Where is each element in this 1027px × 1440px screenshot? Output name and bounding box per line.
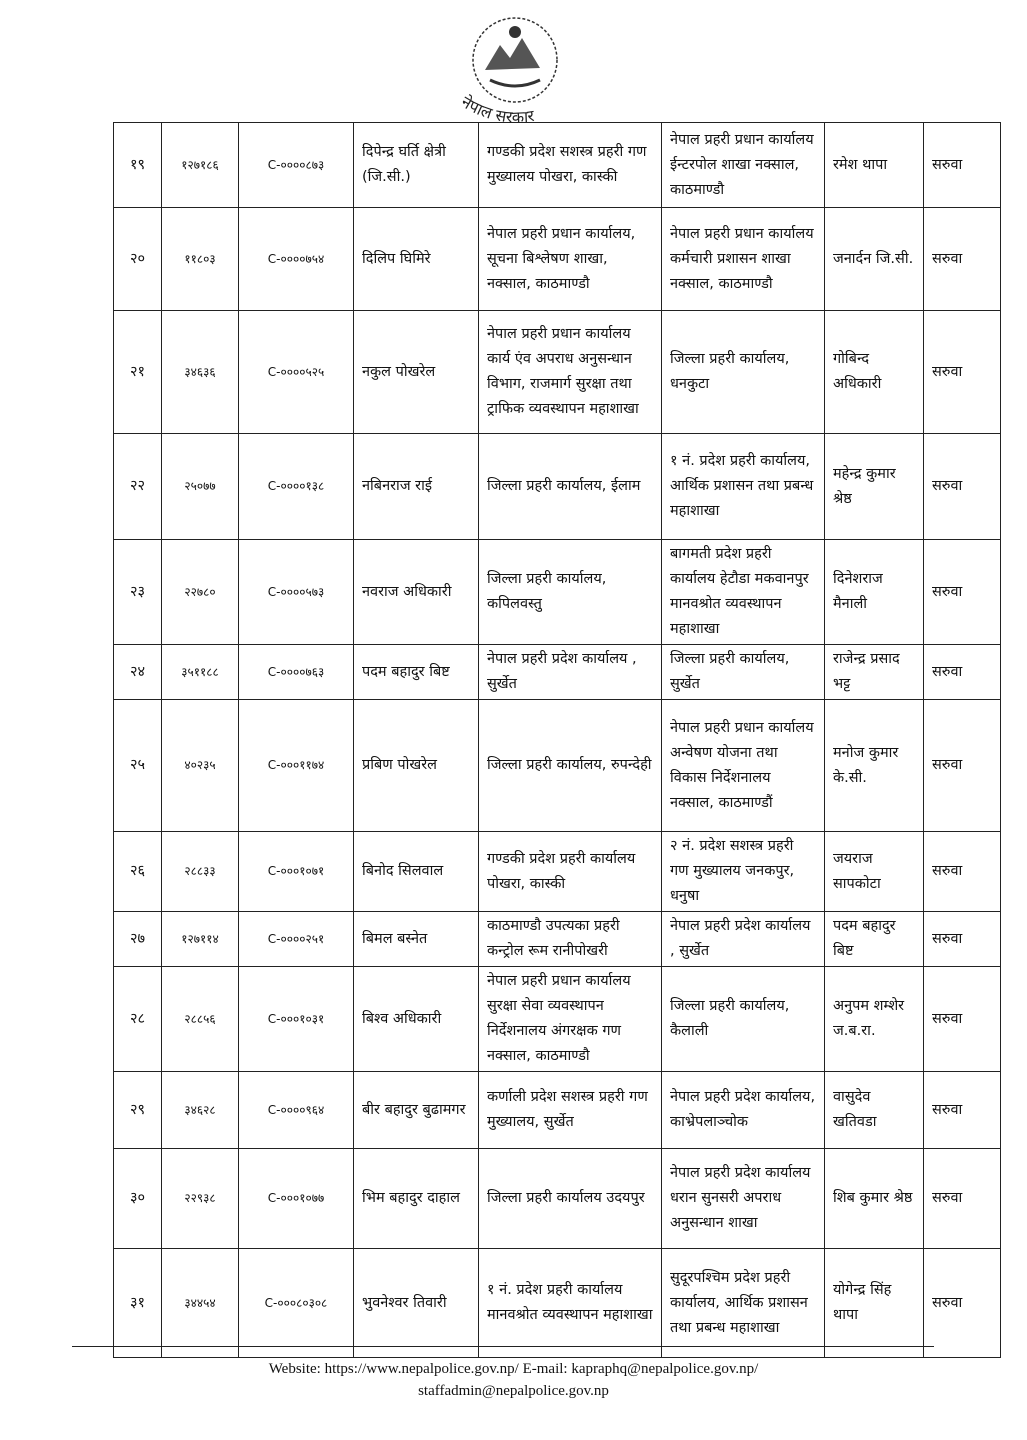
code-number: C-००००५२५ xyxy=(239,311,354,434)
employee-id: २२९३८ xyxy=(162,1149,239,1249)
footer-contact-line: Website: https://www.nepalpolice.gov.np/ E-mail: kapraphq@nepalpolice.gov.np/ xyxy=(268,1361,759,1377)
transfer-office: नेपाल प्रहरी प्रधान कार्यालय कर्मचारी प्रशासन शाखा नक्साल, काठमाण्डौ xyxy=(662,208,825,311)
officer-name: राजेन्द्र प्रसाद भट्ट xyxy=(825,645,924,700)
table-row xyxy=(114,123,1001,208)
current-office: काठमाण्डौ उपत्यका प्रहरी कन्ट्रोल रूम रानीपोखरी xyxy=(479,912,662,967)
employee-id: २८८५६ xyxy=(162,967,239,1072)
transfer-office: जिल्ला प्रहरी कार्यालय, सुर्खेत xyxy=(662,645,825,700)
table-row xyxy=(114,1149,1001,1249)
serial-number: २२ xyxy=(114,434,162,540)
serial-number: ३० xyxy=(114,1149,162,1249)
table-row xyxy=(114,832,1001,912)
transfer-type: सरुवा xyxy=(924,1149,1001,1249)
employee-id: १२७१८६ xyxy=(162,123,239,208)
code-number: C-००००५७३ xyxy=(239,540,354,645)
employee-id: २२७८० xyxy=(162,540,239,645)
serial-number: २९ xyxy=(114,1072,162,1149)
employee-name: नकुल पोखरेल xyxy=(354,311,479,434)
serial-number: २८ xyxy=(114,967,162,1072)
transfer-office: नेपाल प्रहरी प्रदेश कार्यालय, काभ्रेपलाञ्चोक xyxy=(662,1072,825,1149)
current-office: गण्डकी प्रदेश सशस्त्र प्रहरी गण मुख्यालय पोखरा, कास्की xyxy=(479,123,662,208)
employee-name: बीर बहादुर बुढामगर xyxy=(354,1072,479,1149)
serial-number: २० xyxy=(114,208,162,311)
transfer-type: सरुवा xyxy=(924,967,1001,1072)
transfer-office: सुदूरपश्चिम प्रदेश प्रहरी कार्यालय, आर्थिक प्रशासन तथा प्रबन्ध महाशाखा xyxy=(662,1249,825,1358)
transfer-type: सरुवा xyxy=(924,700,1001,832)
employee-name: पदम बहादुर बिष्ट xyxy=(354,645,479,700)
employee-name: बिनोद सिलवाल xyxy=(354,832,479,912)
table-row xyxy=(114,645,1001,700)
officer-name: दिनेशराज मैनाली xyxy=(825,540,924,645)
table-row xyxy=(114,540,1001,645)
current-office: नेपाल प्रहरी प्रधान कार्यालय, सूचना बिश्लेषण शाखा, नक्साल, काठमाण्डौ xyxy=(479,208,662,311)
current-office: १ नं. प्रदेश प्रहरी कार्यालय मानवश्रोत व्यवस्थापन महाशाखा xyxy=(479,1249,662,1358)
serial-number: २५ xyxy=(114,700,162,832)
officer-name: मनोज कुमार के.सी. xyxy=(825,700,924,832)
transfer-office: जिल्ला प्रहरी कार्यालय, धनकुटा xyxy=(662,311,825,434)
footer xyxy=(0,1358,1027,1402)
transfer-type: सरुवा xyxy=(924,832,1001,912)
code-number: C-००००९६४ xyxy=(239,1072,354,1149)
transfer-office: २ नं. प्रदेश सशस्त्र प्रहरी गण मुख्यालय जनकपुर, धनुषा xyxy=(662,832,825,912)
current-office: जिल्ला प्रहरी कार्यालय उदयपुर xyxy=(479,1149,662,1249)
transfer-type: सरुवा xyxy=(924,1072,1001,1149)
officer-name: योगेन्द्र सिंह थापा xyxy=(825,1249,924,1358)
table-row xyxy=(114,1072,1001,1149)
employee-name: बिमल बस्नेत xyxy=(354,912,479,967)
footer-email-line: staffadmin@nepalpolice.gov.np xyxy=(418,1383,609,1399)
employee-name: दिपेन्द्र घर्ति क्षेत्री (जि.सी.) xyxy=(354,123,479,208)
transfer-type: सरुवा xyxy=(924,123,1001,208)
current-office: नेपाल प्रहरी प्रदेश कार्यालय , सुर्खेत xyxy=(479,645,662,700)
officer-name: रमेश थापा xyxy=(825,123,924,208)
current-office: जिल्ला प्रहरी कार्यालय, कपिलवस्तु xyxy=(479,540,662,645)
table-row xyxy=(114,434,1001,540)
transfer-type: सरुवा xyxy=(924,912,1001,967)
footer-divider xyxy=(72,1346,934,1347)
officer-name: शिब कुमार श्रेष्ठ xyxy=(825,1149,924,1249)
employee-name: प्रबिण पोखरेल xyxy=(354,700,479,832)
transfer-office: जिल्ला प्रहरी कार्यालय, कैलाली xyxy=(662,967,825,1072)
transfer-office: बागमती प्रदेश प्रहरी कार्यालय हेटौडा मकवानपुर मानवश्रोत व्यवस्थापन महाशाखा xyxy=(662,540,825,645)
officer-name: जयराज सापकोटा xyxy=(825,832,924,912)
employee-name: नबिनराज राई xyxy=(354,434,479,540)
serial-number: २३ xyxy=(114,540,162,645)
employee-id: ३४६३६ xyxy=(162,311,239,434)
employee-id: ३४४५४ xyxy=(162,1249,239,1358)
table-row xyxy=(114,208,1001,311)
employee-id: ११८०३ xyxy=(162,208,239,311)
employee-id: १२७११४ xyxy=(162,912,239,967)
transfer-type: सरुवा xyxy=(924,208,1001,311)
code-number: C-०००१०३१ xyxy=(239,967,354,1072)
officer-name: अनुपम शम्शेर ज.ब.रा. xyxy=(825,967,924,1072)
current-office: गण्डकी प्रदेश प्रहरी कार्यालय पोखरा, कास्की xyxy=(479,832,662,912)
code-number: C-०००८०३०८ xyxy=(239,1249,354,1358)
transfer-office: नेपाल प्रहरी प्रधान कार्यालय अन्वेषण योजना तथा विकास निर्देशनालय नक्साल, काठमाण्डौं xyxy=(662,700,825,832)
transfer-type: सरुवा xyxy=(924,540,1001,645)
code-number: C-०००१०७७ xyxy=(239,1149,354,1249)
employee-name: नवराज अधिकारी xyxy=(354,540,479,645)
current-office: कर्णाली प्रदेश सशस्त्र प्रहरी गण मुख्यालय, सुर्खेत xyxy=(479,1072,662,1149)
table-row xyxy=(114,700,1001,832)
officer-name: वासुदेव खतिवडा xyxy=(825,1072,924,1149)
table-row xyxy=(114,967,1001,1072)
transfer-type: सरुवा xyxy=(924,1249,1001,1358)
employee-id: ४०२३५ xyxy=(162,700,239,832)
officer-name: पदम बहादुर बिष्ट xyxy=(825,912,924,967)
nepal-government-emblem xyxy=(440,10,590,135)
transfer-office: नेपाल प्रहरी प्रधान कार्यालय ईन्टरपोल शाखा नक्साल, काठमाण्डौ xyxy=(662,123,825,208)
employee-name: भुवनेश्वर तिवारी xyxy=(354,1249,479,1358)
transfer-table xyxy=(113,122,1001,1358)
table-row xyxy=(114,912,1001,967)
transfer-type: सरुवा xyxy=(924,645,1001,700)
transfer-office: नेपाल प्रहरी प्रदेश कार्यालय , सुर्खेत xyxy=(662,912,825,967)
table-row xyxy=(114,311,1001,434)
officer-name: जनार्दन जि.सी. xyxy=(825,208,924,311)
current-office: नेपाल प्रहरी प्रधान कार्यालय सुरक्षा सेवा व्यवस्थापन निर्देशनालय अंगरक्षक गण नक्साल, काठमाण्डौ xyxy=(479,967,662,1072)
emblem-text: नेपाल सरकार xyxy=(458,92,536,127)
employee-id: ३५११८८ xyxy=(162,645,239,700)
code-number: C-००००१३८ xyxy=(239,434,354,540)
current-office: जिल्ला प्रहरी कार्यालय, ईलाम xyxy=(479,434,662,540)
transfer-office: नेपाल प्रहरी प्रदेश कार्यालय धरान सुनसरी अपराध अनुसन्धान शाखा xyxy=(662,1149,825,1249)
transfer-office: १ नं. प्रदेश प्रहरी कार्यालय, आर्थिक प्रशासन तथा प्रबन्ध महाशाखा xyxy=(662,434,825,540)
officer-name: गोबिन्द अधिकारी xyxy=(825,311,924,434)
code-number: C-०००११७४ xyxy=(239,700,354,832)
serial-number: १९ xyxy=(114,123,162,208)
employee-name: बिश्व अधिकारी xyxy=(354,967,479,1072)
code-number: C-००००७६३ xyxy=(239,645,354,700)
serial-number: २६ xyxy=(114,832,162,912)
employee-id: २८८३३ xyxy=(162,832,239,912)
current-office: नेपाल प्रहरी प्रधान कार्यालय कार्य एंव अपराध अनुसन्धान विभाग, राजमार्ग सुरक्षा तथा ट्राफिक व्यवस्थापन महाशाखा xyxy=(479,311,662,434)
serial-number: २१ xyxy=(114,311,162,434)
officer-name: महेन्द्र कुमार श्रेष्ठ xyxy=(825,434,924,540)
code-number: C-००००८७३ xyxy=(239,123,354,208)
code-number: C-००००७५४ xyxy=(239,208,354,311)
transfer-type: सरुवा xyxy=(924,434,1001,540)
current-office: जिल्ला प्रहरी कार्यालय, रुपन्देही xyxy=(479,700,662,832)
code-number: C-००००२५१ xyxy=(239,912,354,967)
transfer-type: सरुवा xyxy=(924,311,1001,434)
employee-name: भिम बहादुर दाहाल xyxy=(354,1149,479,1249)
employee-name: दिलिप घिमिरे xyxy=(354,208,479,311)
employee-id: ३४६२८ xyxy=(162,1072,239,1149)
employee-id: २५०७७ xyxy=(162,434,239,540)
table-row xyxy=(114,1249,1001,1358)
code-number: C-०००१०७१ xyxy=(239,832,354,912)
serial-number: २७ xyxy=(114,912,162,967)
serial-number: २४ xyxy=(114,645,162,700)
serial-number: ३१ xyxy=(114,1249,162,1358)
